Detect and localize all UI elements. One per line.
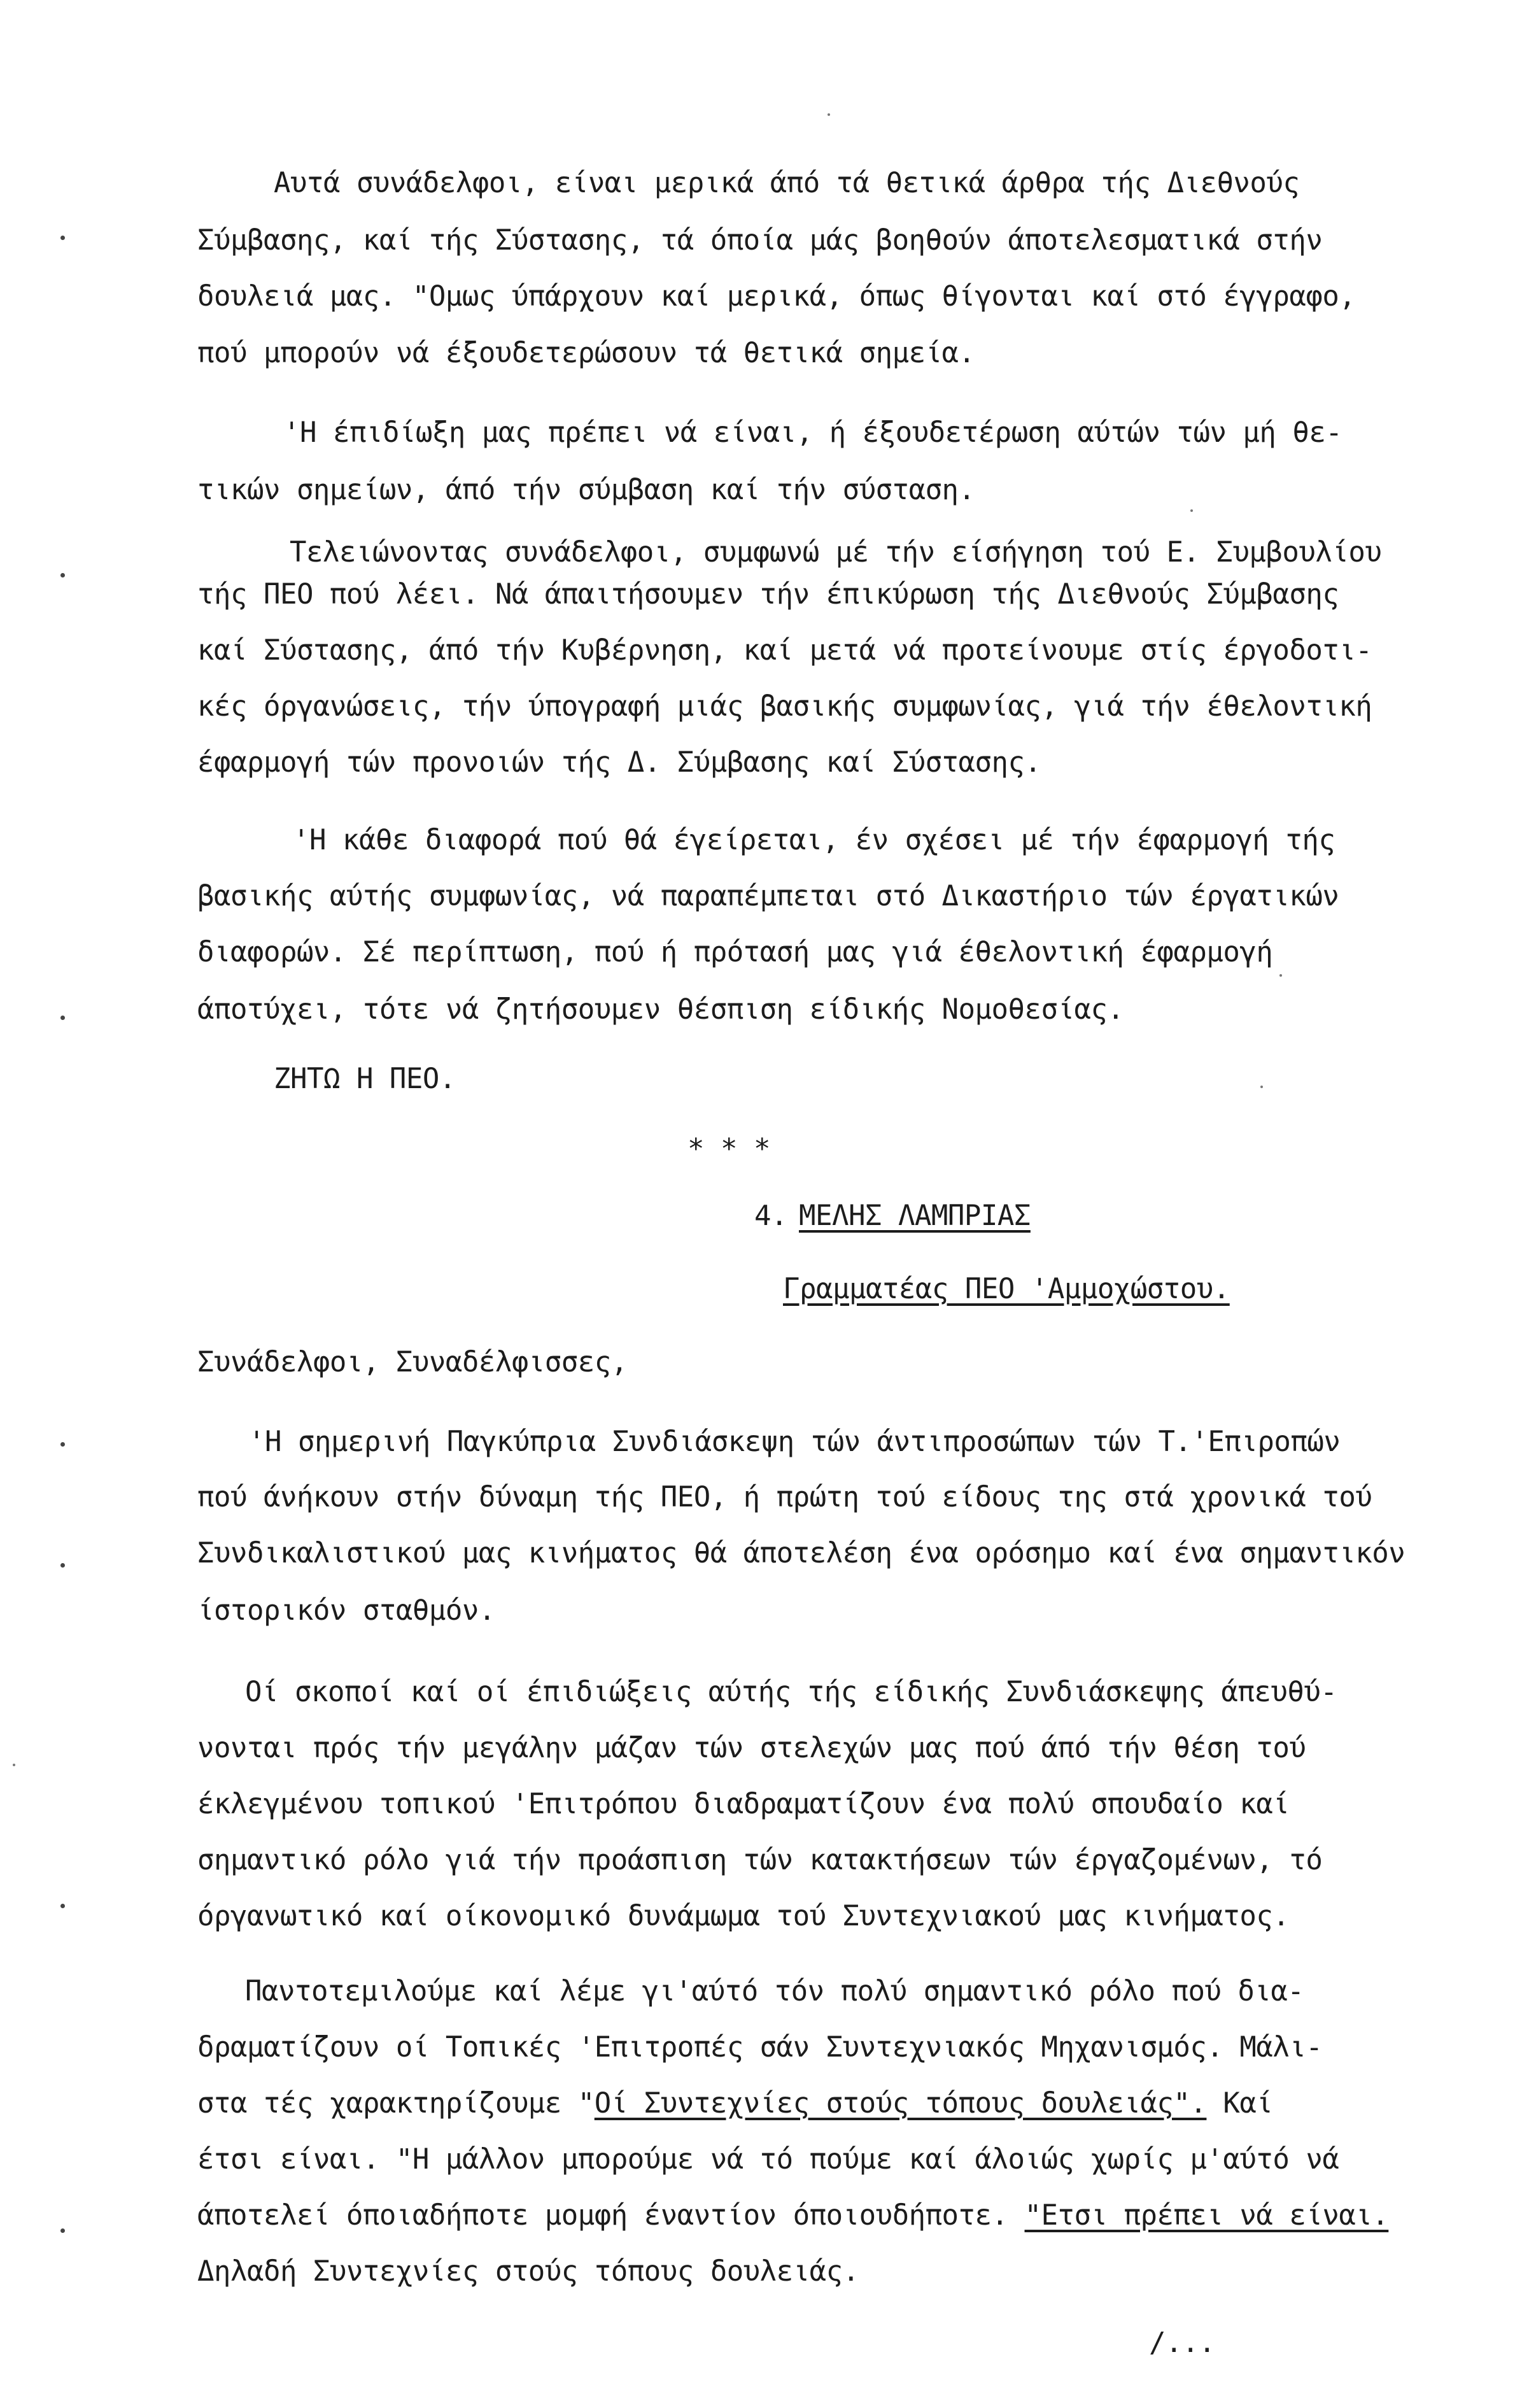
paragraph-1-line-1: Αυτά συνάδελφοι, είναι μερικά άπό τά θετικά άρθρα τής Διεθνούς [274,167,1300,199]
paragraph-4-line-4: άποτύχει, τότε νά ζητήσουμεν θέσπιση είδικής Νομοθεσίας. [197,993,1124,1026]
paragraph-8-line-6: Δηλαδή Συντεχνίες στούς τόπους δουλειάς. [197,2255,859,2288]
margin-speck [1279,974,1282,977]
margin-speck [1260,1086,1263,1088]
paragraph-4-line-1: 'Η κάθε διαφορά πού θά έγείρεται, έν σχέσει μέ τήν έφαρμογή τής [293,824,1335,856]
margin-speck [60,1563,65,1568]
paragraph-7-line-1: Οί σκοποί καί οί έπιδιώξεις αύτής τής είδικής Συνδιάσκεψης άπευθύ- [245,1676,1337,1708]
paragraph-7-line-2: νονται πρός τήν μεγάλην μάζαν τών στελεχών μας πού άπό τήν θέση τού [197,1732,1306,1764]
paragraph-6-line-2: πού άνήκουν στήν δύναμη τής ΠΕΟ, ή πρώτη τού είδους της στά χρονικά τού [197,1481,1372,1513]
paragraph-8-line-5 [197,2197,1388,2235]
paragraph-8-line-1: Παντοτεμιλούμε καί λέμε γι'αύτό τόν πολύ σημαντικό ρόλο πού δια- [245,1975,1304,2008]
paragraph-4-line-2: βασικής αύτής συμφωνίας, νά παραπέμπεται στό Δικαστήριο τών έργατικών [197,880,1339,912]
speaker-title: Γραμματέας ΠΕΟ 'Αμμοχώστου. [783,1273,1230,1305]
margin-speck [60,1016,65,1020]
paragraph-3-line-2: τής ΠΕΟ πού λέει. Νά άπαιτήσουμεν τήν έπικύρωση τής Διεθνούς Σύμβασης [197,578,1339,611]
paragraph-3-line-5: έφαρμογή τών προνοιών τής Δ. Σύμβασης καί Σύστασης. [197,746,1041,779]
margin-speck [60,236,65,240]
continuation-mark: /... [1149,2327,1215,2359]
speaker-number: 4. [754,1200,787,1232]
paragraph-6-line-4: ίστορικόν σταθμόν. [197,1594,495,1627]
paragraph-1-line-4: πού μπορούν νά έξουδετερώσουν τά θετικά σημεία. [197,337,975,369]
closing-slogan: ΖΗΤΩ Η ΠΕΟ. [274,1063,456,1095]
paragraph-8-line-3-end: Καί [1206,2087,1273,2120]
paragraph-8-line-4: έτσι είναι. "Η μάλλον μπορούμε νά τό πούμε καί άλοιώς χωρίς μ'αύτό νά [197,2143,1339,2176]
greeting: Συνάδελφοι, Συναδέλφισσες, [197,1346,628,1378]
paragraph-1-line-3: δουλειά μας. "Ομως ύπάρχουν καί μερικά, όπως θίγονται καί στό έγγραφο, [197,280,1356,313]
paragraph-3-line-3: καί Σύστασης, άπό τήν Κυβέρνηση, καί μετά νά προτείνουμε στίς έργοδοτι- [197,634,1372,667]
margin-speck [60,1442,65,1447]
paragraph-4-line-3: διαφορών. Σέ περίπτωση, πού ή πρότασή μας γιά έθελοντική έφαρμογή [197,936,1273,968]
margin-speck [60,2228,65,2233]
margin-speck [60,573,65,577]
margin-speck [1190,509,1193,512]
margin-speck [13,1764,15,1766]
paragraph-8-line-3-start: στα τές χαρακτηρίζουμε " [197,2087,595,2120]
paragraph-3-line-1: Τελειώνοντας συνάδελφοι, συμφωνώ μέ τήν είσήγηση τού Ε. Συμβουλίου [290,536,1382,569]
underlined-quote: Οί Συντεχνίες στούς τόπους δουλειάς". [594,2087,1207,2120]
paragraph-1-line-2: Σύμβασης, καί τής Σύστασης, τά όποία μάς βοηθούν άποτελεσματικά στήν [197,224,1323,257]
paragraph-6-line-1: 'Η σημερινή Παγκύπρια Συνδιάσκεψη τών άντιπροσώπων τών Τ.'Επιροπών [248,1426,1341,1458]
paragraph-3-line-4: κές όργανώσεις, τήν ύπογραφή μιάς βασικής συμφωνίας, γιά τήν έθελοντική [197,690,1372,723]
speaker-name: ΜΕΛΗΣ ΛΑΜΠΡΙΑΣ [799,1200,1031,1232]
paragraph-8-line-3 [197,2085,1272,2123]
underlined-emphasis: "Ετσι πρέπει νά είναι. [1024,2199,1389,2232]
paragraph-8-line-2: δραματίζουν οί Τοπικές 'Επιτροπές σάν Συντεχνιακός Μηχανισμός. Μάλι- [197,2031,1323,2064]
paragraph-6-line-3: Συνδικαλιστικού μας κινήματος θά άποτελέση ένα ορόσημο καί ένα σημαντικόν [197,1537,1406,1569]
paragraph-7-line-4: σημαντικό ρόλο γιά τήν προάσπιση τών κατακτήσεων τών έργαζομένων, τό [197,1844,1323,1876]
paragraph-8-line-5-start: άποτελεί όποιαδήποτε μομφή έναντίον όποιουδήποτε. [197,2199,1025,2232]
margin-speck [60,1904,65,1908]
paragraph-2-line-1: 'Η έπιδίωξη μας πρέπει νά είναι, ή έξουδετέρωση αύτών τών μή θε- [283,416,1342,449]
paragraph-7-line-5: όργανωτικό καί οίκονομικό δυνάμωμα τού Συντεχνιακού μας κινήματος. [197,1900,1290,1932]
paragraph-7-line-3: έκλεγμένου τοπικού 'Επιτρόπου διαδραματίζουν ένα πολύ σπουδαίο καί [197,1788,1290,1820]
margin-speck [828,113,830,116]
paragraph-2-line-2: τικών σημείων, άπό τήν σύμβαση καί τήν σύσταση. [197,474,975,506]
section-separator: * * * [687,1133,770,1165]
